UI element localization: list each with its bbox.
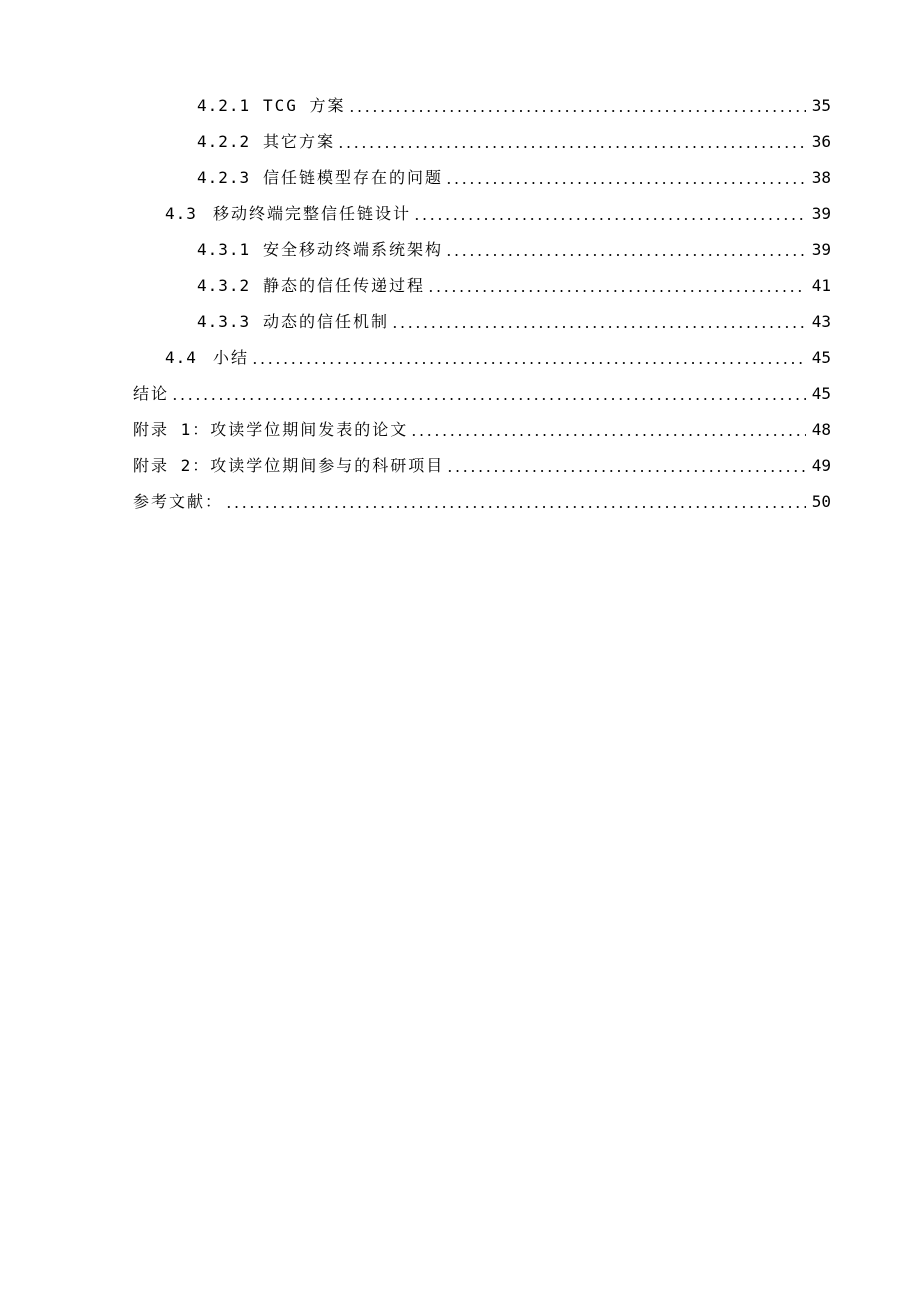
toc-entry-number: 4.3.1 xyxy=(197,240,251,259)
toc-entry-page: 39 xyxy=(811,240,831,259)
toc-entry-page: 50 xyxy=(811,492,831,511)
toc-entry-conclusion[interactable] xyxy=(133,376,831,412)
toc-entry-title: 附录 2：攻读学位期间参与的科研项目 xyxy=(133,456,445,475)
toc-entry-number: 4.2.2 xyxy=(197,132,251,151)
toc-entry-page: 38 xyxy=(811,168,831,187)
toc-entry-page: 39 xyxy=(811,204,831,223)
toc-dot-leader xyxy=(427,276,806,296)
toc-dot-leader xyxy=(225,492,806,512)
toc-entry-number: 4.2.1 xyxy=(197,96,251,115)
toc-dot-leader xyxy=(445,240,806,260)
toc-entry-page: 49 xyxy=(811,456,831,475)
toc-entry-title: 安全移动终端系统架构 xyxy=(263,240,444,259)
toc-entry-number: 4.3.3 xyxy=(197,312,251,331)
toc-entry-title: 小结 xyxy=(213,348,250,367)
toc-entry-4-3-1[interactable] xyxy=(197,232,831,268)
toc-entry-references[interactable] xyxy=(133,484,831,520)
toc-entry-title: 参考文献： xyxy=(133,492,224,511)
toc-dot-leader xyxy=(391,312,806,332)
toc-entry-page: 41 xyxy=(811,276,831,295)
toc-entry-page: 45 xyxy=(811,348,831,367)
toc-entry-page: 43 xyxy=(811,312,831,331)
toc-entry-page: 48 xyxy=(811,420,831,439)
toc-entry-title: 静态的信任传递过程 xyxy=(263,276,426,295)
toc-entry-title: 信任链模型存在的问题 xyxy=(263,168,444,187)
toc-entry-4-4[interactable] xyxy=(165,340,831,376)
toc-entry-page: 45 xyxy=(811,384,831,403)
toc-entry-title: 动态的信任机制 xyxy=(263,312,390,331)
toc-entry-appendix-2[interactable] xyxy=(133,448,831,484)
toc-entry-title: 结论 xyxy=(133,384,170,403)
toc-dot-leader xyxy=(251,348,806,368)
toc-entry-title: 其它方案 xyxy=(263,132,336,151)
toc-dot-leader xyxy=(171,384,806,404)
toc-dot-leader xyxy=(337,132,806,152)
toc-entry-4-3-2[interactable] xyxy=(197,268,831,304)
toc-dot-leader xyxy=(445,168,806,188)
toc-entry-number: 4.3.2 xyxy=(197,276,251,295)
toc-dot-leader xyxy=(446,456,806,476)
toc-entry-4-2-2[interactable] xyxy=(197,124,831,160)
toc-entry-title: TCG 方案 xyxy=(263,96,346,115)
toc-dot-leader xyxy=(413,204,806,224)
toc-entry-4-3-3[interactable] xyxy=(197,304,831,340)
toc-dot-leader xyxy=(410,420,806,440)
toc-entry-appendix-1[interactable] xyxy=(133,412,831,448)
toc-entry-4-2-1[interactable] xyxy=(197,88,831,124)
toc-entry-page: 36 xyxy=(811,132,831,151)
toc-dot-leader xyxy=(348,96,806,116)
toc-entry-number: 4.2.3 xyxy=(197,168,251,187)
toc-entry-number: 4.3 xyxy=(165,204,197,223)
toc-entry-4-2-3[interactable] xyxy=(197,160,831,196)
toc-entry-title: 附录 1：攻读学位期间发表的论文 xyxy=(133,420,409,439)
toc-entry-number: 4.4 xyxy=(165,348,197,367)
toc-entry-4-3[interactable] xyxy=(165,196,831,232)
toc-entry-title: 移动终端完整信任链设计 xyxy=(213,204,412,223)
toc-entry-page: 35 xyxy=(811,96,831,115)
